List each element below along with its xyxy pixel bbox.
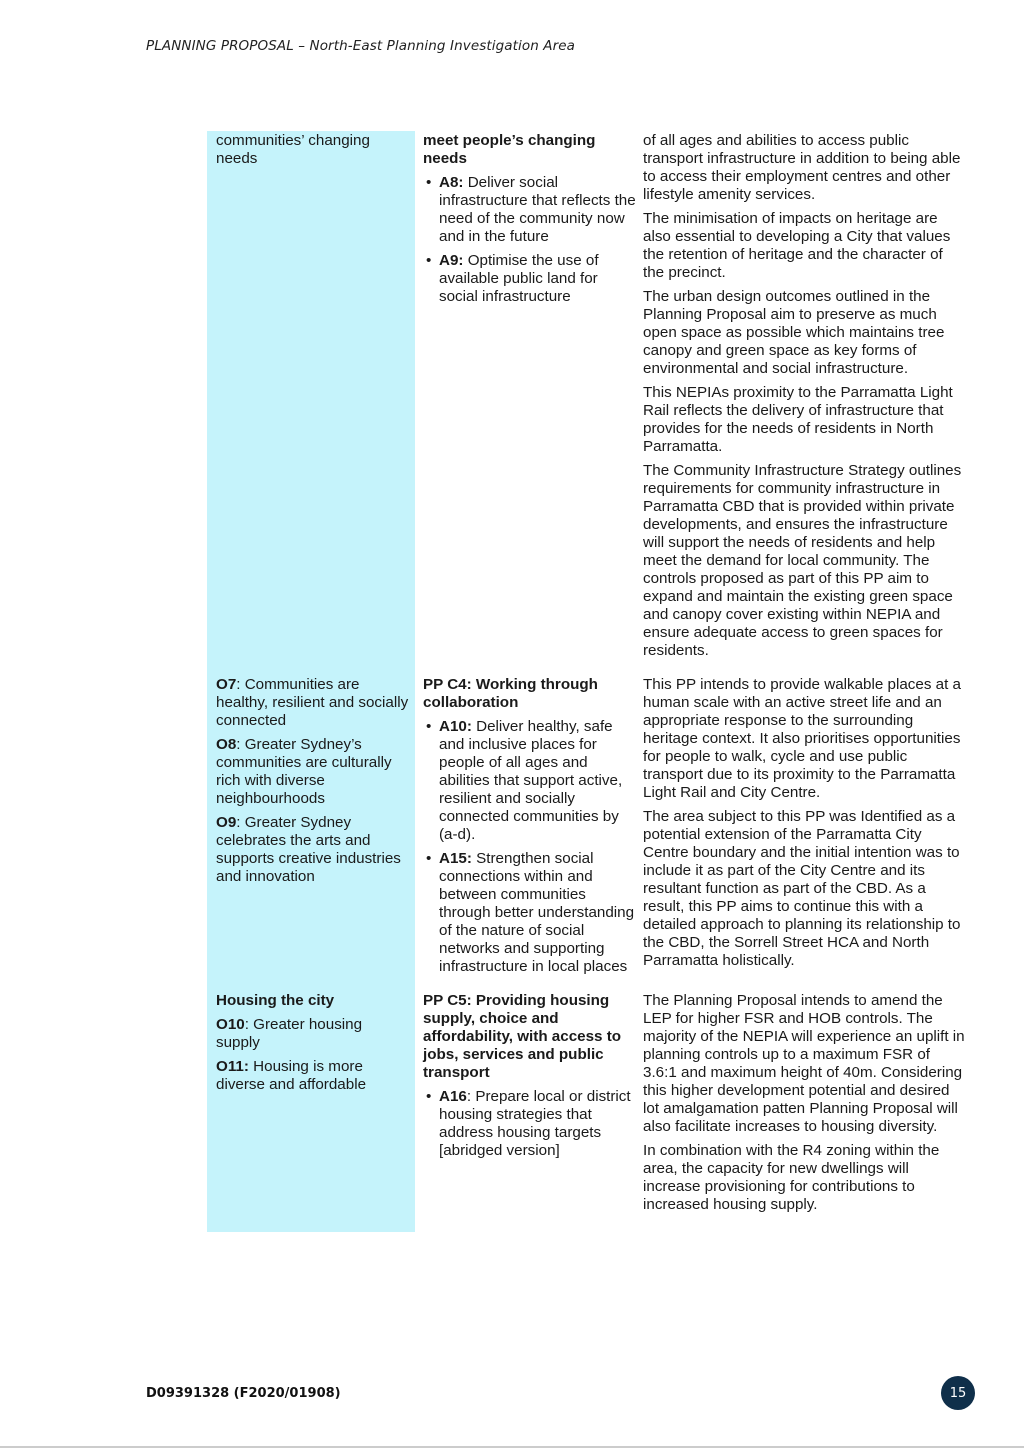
justification-paragraph: of all ages and abilities to access public transport infrastructure in addition to being able to access their employment centres and other lifestyle amenity services.	[643, 132, 961, 203]
objective-text: : Greater housing supply	[216, 1016, 363, 1051]
direction-heading: Housing the city	[216, 992, 335, 1009]
objective-item	[216, 676, 409, 730]
bullet-icon: •	[426, 718, 432, 735]
objective-text: : Communities are healthy, resilient and socially connected	[216, 676, 409, 729]
action-item	[423, 252, 637, 306]
objective-item	[216, 1058, 409, 1094]
bullet-icon: •	[426, 252, 432, 269]
justification-cell	[641, 666, 967, 982]
objective-cell	[207, 666, 415, 982]
objective-code: O8	[216, 736, 237, 753]
action-code: A9:	[439, 252, 464, 269]
justification-paragraph: The minimisation of impacts on heritage are also essential to developing a City that values the retention of heritage and the character of the precinct.	[643, 210, 951, 281]
objective-code: O10	[216, 1016, 245, 1033]
strategy-alignment-table	[207, 131, 967, 1232]
objective-code: O9	[216, 814, 237, 831]
action-cell	[415, 131, 641, 666]
action-item	[423, 174, 637, 246]
objective-text: communities’ changing needs	[216, 132, 370, 167]
action-code: A15:	[439, 850, 472, 867]
objective-item	[216, 1016, 409, 1052]
action-item	[423, 718, 637, 844]
action-code: A8:	[439, 174, 464, 191]
action-text: Optimise the use of available public land for social infrastructure	[439, 252, 599, 305]
action-text: : Prepare local or district housing strategies that address housing targets [abridged version]	[439, 1088, 631, 1159]
justification-paragraph: The urban design outcomes outlined in the Planning Proposal aim to preserve as much open space as possible which maintains tree canopy and green space as key forms of environmental and social infrastructure.	[643, 288, 945, 377]
objective-text: : Greater Sydney celebrates the arts and supports creative industries and innovation	[216, 814, 401, 885]
action-item	[423, 850, 637, 976]
action-cell	[415, 982, 641, 1232]
bullet-icon: •	[426, 850, 432, 867]
page-number: 15	[949, 1385, 967, 1401]
action-item	[423, 1088, 637, 1160]
running-header: PLANNING PROPOSAL – North-East Planning Investigation Area	[146, 38, 576, 54]
action-code: A16	[439, 1088, 467, 1105]
justification-paragraph: The Planning Proposal intends to amend the LEP for higher FSR and HOB controls. The majority of the NEPIA will experience an uplift in planning controls up to a maximum FSR of 3.6:1 and maximum height of 40m. Considering this higher development potential and desired lot amalgamation patten Planning Proposal will also facilitate increases to housing diversity.	[643, 992, 965, 1135]
action-text: Deliver social infrastructure that reflects the need of the community now and in the future	[439, 174, 636, 245]
table-row	[207, 666, 967, 982]
justification-paragraph: The Community Infrastructure Strategy outlines requirements for community infrastructure in Parramatta CBD that is provided within private developments, and ensures the infrastructure will support the needs of residents and help meet the demand for local community. The controls proposed as part of this PP aim to expand and maintain the existing green space and canopy cover existing within NEPIA and ensure adequate access to green spaces for residents.	[643, 462, 962, 659]
action-cell	[415, 666, 641, 982]
justification-paragraph: The area subject to this PP was Identified as a potential extension of the Parramatta City Centre boundary and the initial intention was to include it as part of the City Centre and its resultant function as part of the CBD. As a result, this PP aims to continue this with a detailed approach to planning its relationship to the CBD, the Sorrell Street HCA and North Parramatta holistically.	[643, 808, 961, 969]
action-list	[423, 718, 637, 976]
objective-cell	[207, 131, 415, 666]
bullet-icon: •	[426, 1088, 432, 1105]
action-code: A10:	[439, 718, 472, 735]
objective-code: O7	[216, 676, 237, 693]
planning-priority-heading: PP C4: Working through collaboration	[423, 676, 598, 711]
justification-cell	[641, 131, 967, 666]
page-number-badge	[941, 1376, 975, 1410]
action-text: Deliver healthy, safe and inclusive places for people of all ages and abilities that support active, resilient and socially connected communities by (a-d).	[439, 718, 623, 843]
table-row	[207, 982, 967, 1232]
objective-text: Housing is more diverse and affordable	[216, 1058, 367, 1093]
planning-priority-heading: meet people’s changing needs	[423, 132, 596, 167]
objective-text: : Greater Sydney’s communities are culturally rich with diverse neighbourhoods	[216, 736, 392, 807]
justification-paragraph: This PP intends to provide walkable places at a human scale with an active street life and an appropriate response to the surrounding heritage context. It also prioritises opportunities for people to walk, cycle and use public transport due to its proximity to the Parramatta Light Rail and City Centre.	[643, 676, 961, 801]
page-bottom-divider	[0, 1446, 1024, 1448]
justification-paragraph: This NEPIAs proximity to the Parramatta Light Rail reflects the delivery of infrastructure that provides for the needs of residents in North Parramatta.	[643, 384, 953, 455]
justification-paragraph: In combination with the R4 zoning within the area, the capacity for new dwellings will increase provisioning for contributions to increased housing supply.	[643, 1142, 940, 1213]
objective-code: O11:	[216, 1058, 249, 1075]
table-row	[207, 131, 967, 666]
bullet-icon: •	[426, 174, 432, 191]
objective-cell	[207, 982, 415, 1232]
objective-item	[216, 736, 409, 808]
action-list	[423, 174, 637, 306]
document-reference: D09391328 (F2020/01908)	[146, 1386, 341, 1401]
planning-priority-heading: PP C5: Providing housing supply, choice and affordability, with access to jobs, services and public transport	[423, 992, 622, 1081]
action-text: Strengthen social connections within and between communities through better understanding of the nature of social networks and supporting infrastructure in local places	[439, 850, 635, 975]
objective-item	[216, 814, 409, 886]
action-list	[423, 1088, 637, 1160]
justification-cell	[641, 982, 967, 1232]
